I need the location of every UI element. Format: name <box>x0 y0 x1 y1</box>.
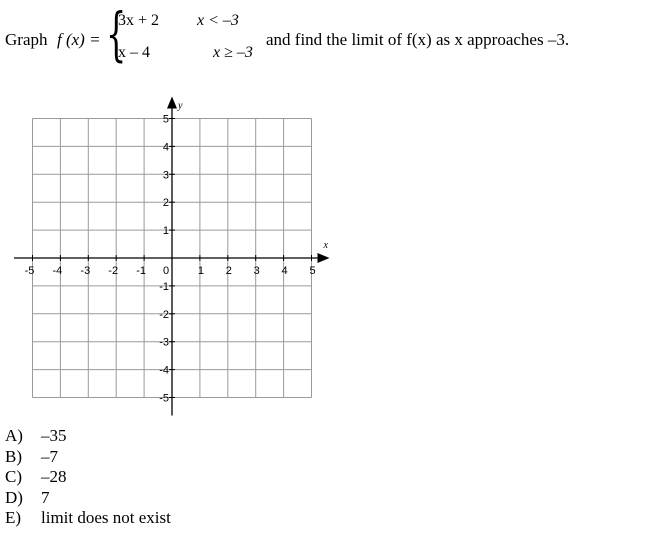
x-tick-label: 0 <box>162 265 170 277</box>
y-tick-label: 2 <box>162 197 169 210</box>
y-tick-label: -2 <box>159 308 169 321</box>
question-tail: and find the limit of f(x) as x approaches –3. <box>266 30 570 49</box>
answer-letter: E) <box>5 508 22 527</box>
y-tick-label: -1 <box>159 280 169 293</box>
piece1-expression: 3x + 2 <box>118 12 160 29</box>
y-tick-label: -3 <box>159 336 169 349</box>
x-axis-arrow <box>318 253 330 263</box>
answer-text: –7 <box>41 446 58 466</box>
answer-choice-c[interactable] <box>5 467 171 488</box>
y-tick-label: 1 <box>162 225 169 238</box>
answer-letter: B) <box>5 446 22 466</box>
piecewise-brace: { <box>106 0 127 68</box>
x-tick-label: -1 <box>136 265 146 277</box>
answer-choices <box>5 426 171 529</box>
x-tick-label: -4 <box>52 265 63 277</box>
answer-text: limit does not exist <box>41 508 171 527</box>
axes <box>14 97 330 416</box>
piece1-condition: x < –3 <box>197 12 239 29</box>
answer-choice-a[interactable] <box>5 426 171 447</box>
answer-letter: D) <box>5 487 23 507</box>
answer-choice-b[interactable] <box>5 447 171 468</box>
y-tick-label: 4 <box>162 141 169 154</box>
y-axis-label: y <box>178 100 183 112</box>
piece2-expression: x – 4 <box>118 44 150 61</box>
x-tick-label: 1 <box>197 265 204 277</box>
x-tick-label: 5 <box>309 265 316 277</box>
x-axis-label: x <box>323 240 328 251</box>
y-tick-label: 5 <box>162 113 169 126</box>
answer-letter: A) <box>5 426 23 445</box>
question-lead: Graph <box>5 30 48 49</box>
x-tick-label: -2 <box>108 265 119 277</box>
x-tick-label: -5 <box>24 265 35 277</box>
answer-text: –28 <box>41 467 67 486</box>
answer-text: –35 <box>41 426 67 445</box>
x-tick-label: 2 <box>225 265 232 277</box>
function-name: f (x) = <box>57 30 101 49</box>
y-tick-label: -4 <box>159 364 169 377</box>
answer-letter: C) <box>5 467 22 486</box>
x-tick-label: 4 <box>281 265 288 277</box>
answer-choice-d[interactable] <box>5 488 171 509</box>
answer-choice-e[interactable] <box>5 508 171 529</box>
y-tick-label: 3 <box>162 169 169 182</box>
answer-text: 7 <box>41 487 50 507</box>
x-tick-label: 3 <box>253 265 260 277</box>
y-tick-label: -5 <box>159 392 169 405</box>
piece2-condition: x ≥ –3 <box>213 44 253 61</box>
y-axis-arrow <box>167 97 177 109</box>
x-tick-label: -3 <box>80 265 91 277</box>
